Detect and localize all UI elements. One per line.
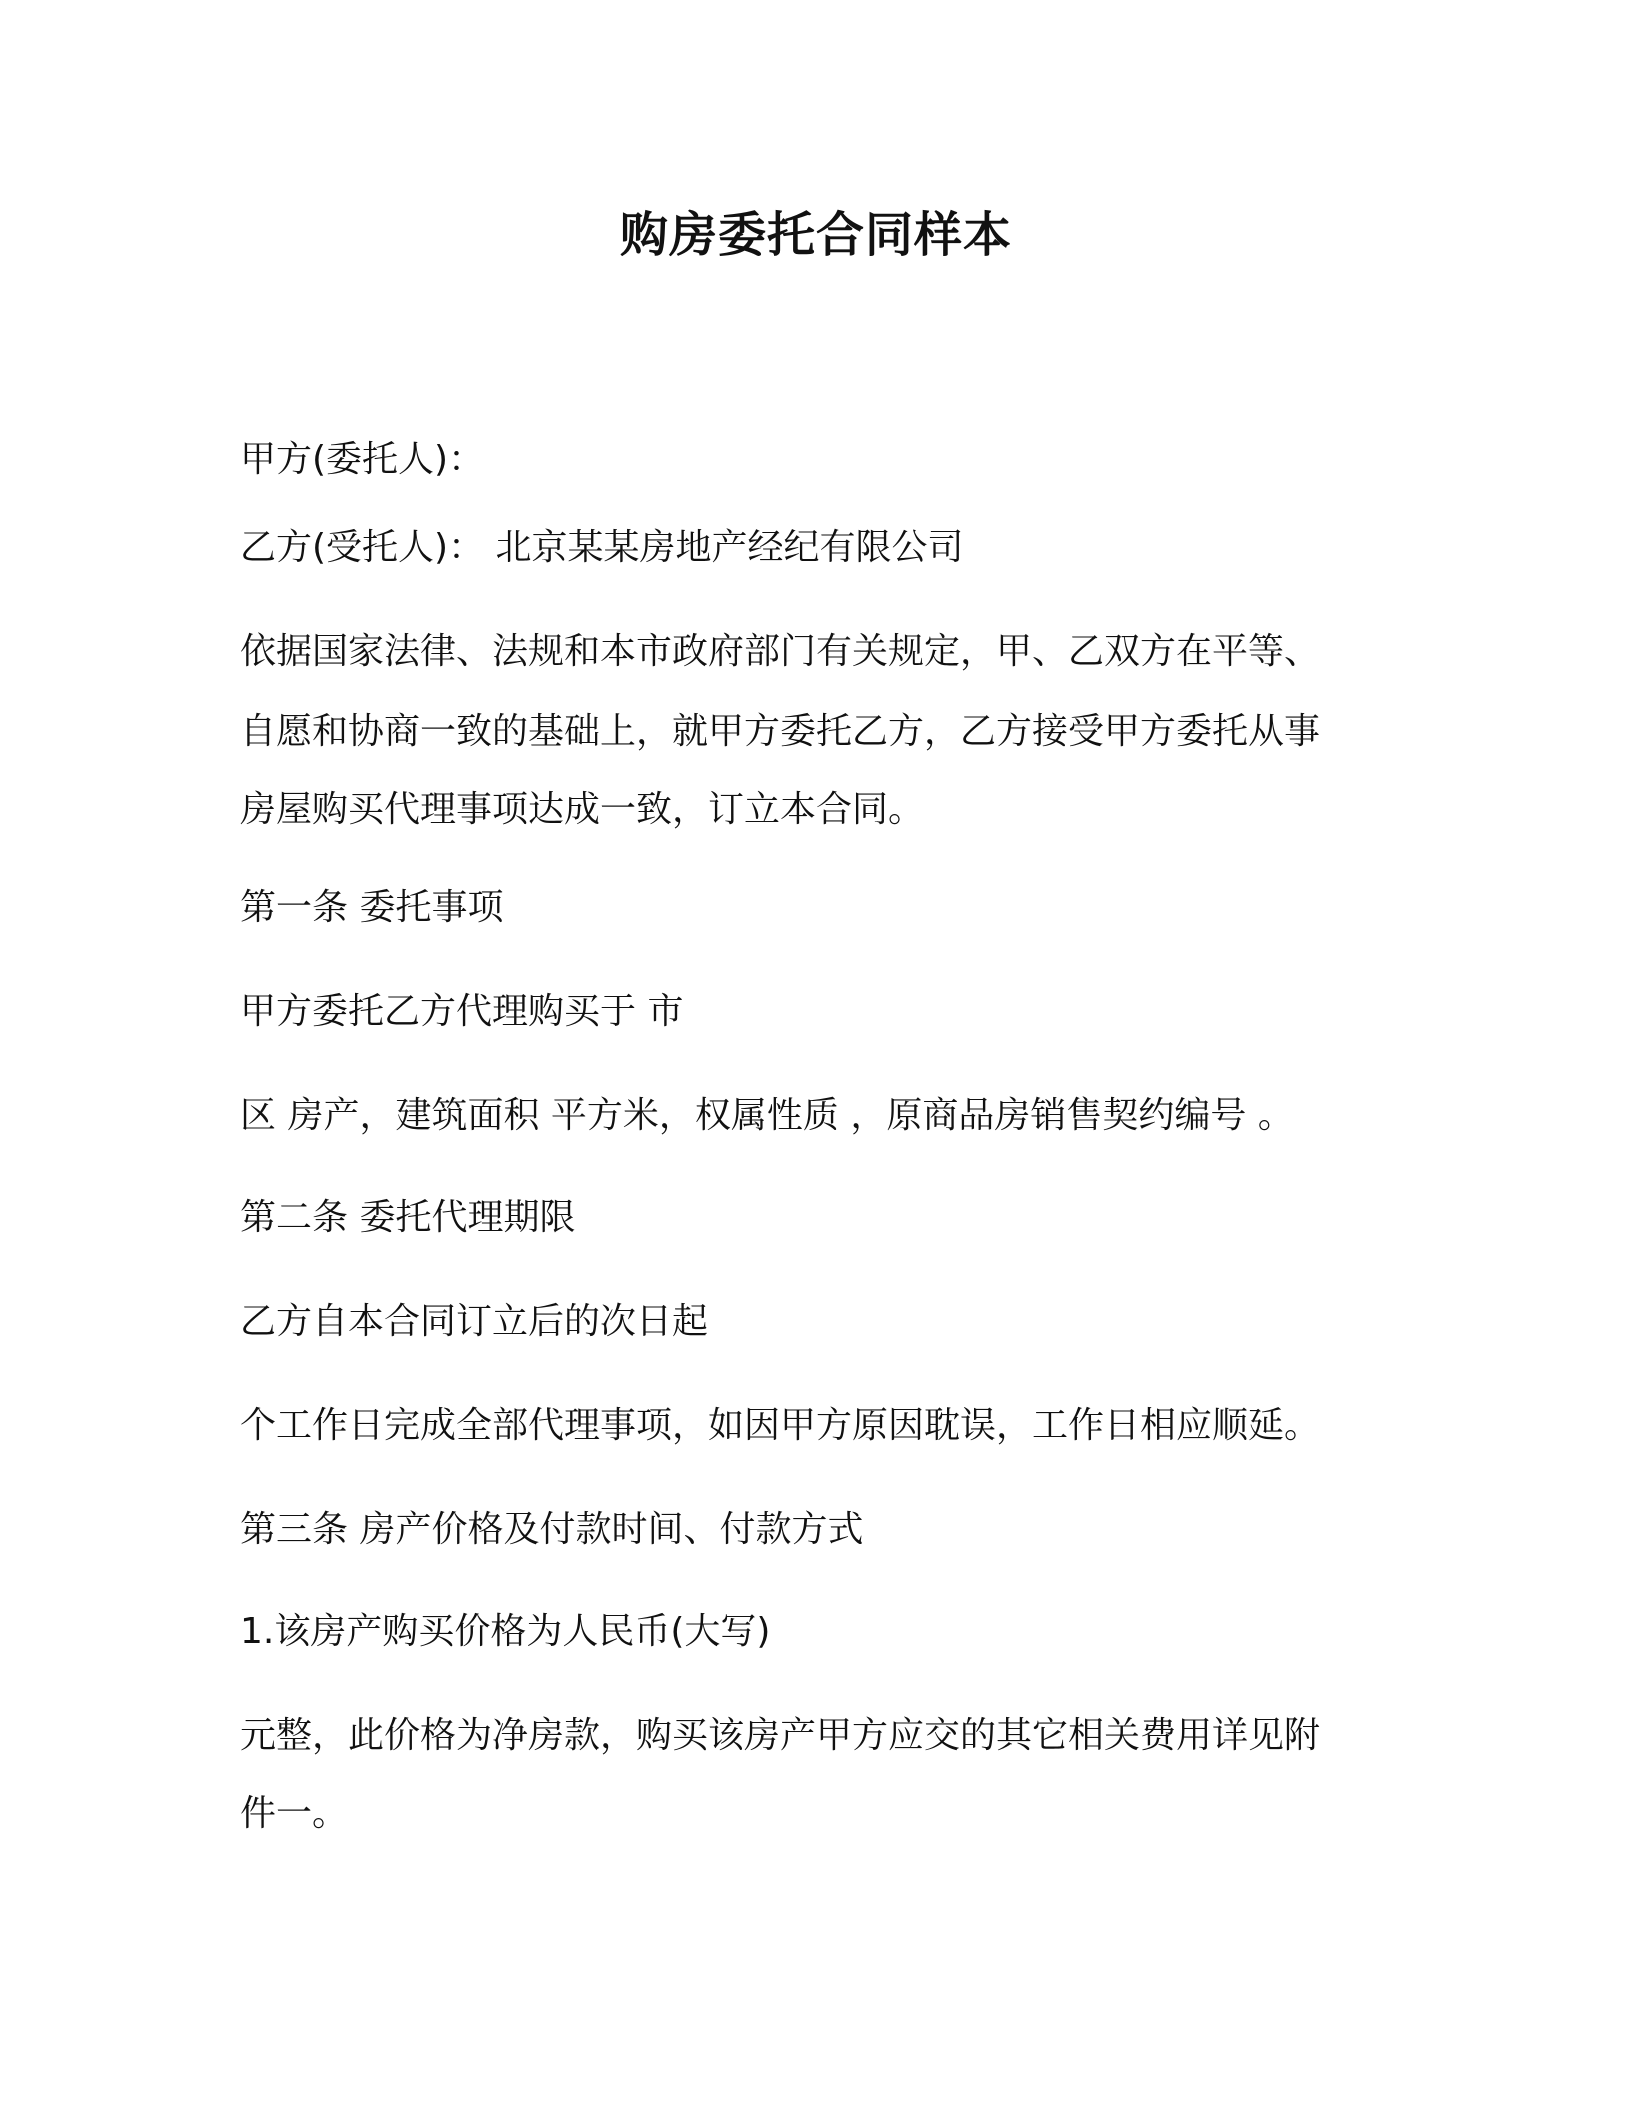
article-1-line-2: 区 房产，建筑面积 平方米，权属性质 ，原商品房销售契约编号 。 <box>240 1095 1294 1136</box>
article-1-heading: 第一条 委托事项 <box>240 887 504 928</box>
document-title: 购房委托合同样本 <box>619 207 1012 263</box>
article-3-line-3: 件一。 <box>240 1793 349 1834</box>
intro-line-2: 自愿和协商一致的基础上，就甲方委托乙方，乙方接受甲方委托从事 <box>240 711 1321 752</box>
party-b-line: 乙方(受托人)： 北京某某房地产经纪有限公司 <box>240 527 964 568</box>
article-3-line-2: 元整，此价格为净房款，购买该房产甲方应交的其它相关费用详见附 <box>240 1715 1321 1756</box>
article-1-line-1: 甲方委托乙方代理购买于 市 <box>240 991 684 1032</box>
article-3-item-1: 1.该房产购买价格为人民币(大写) <box>240 1611 771 1652</box>
article-2-heading: 第二条 委托代理期限 <box>240 1197 576 1238</box>
article-2-line-2: 个工作日完成全部代理事项，如因甲方原因耽误，工作日相应顺延。 <box>240 1405 1321 1446</box>
article-3-heading: 第三条 房产价格及付款时间、付款方式 <box>240 1509 864 1550</box>
intro-line-3: 房屋购买代理事项达成一致，订立本合同。 <box>240 789 925 830</box>
intro-line-1: 依据国家法律、法规和本市政府部门有关规定，甲、乙双方在平等、 <box>240 631 1321 672</box>
party-a-line: 甲方(委托人)： <box>240 439 485 480</box>
article-2-line-1: 乙方自本合同订立后的次日起 <box>240 1301 709 1342</box>
